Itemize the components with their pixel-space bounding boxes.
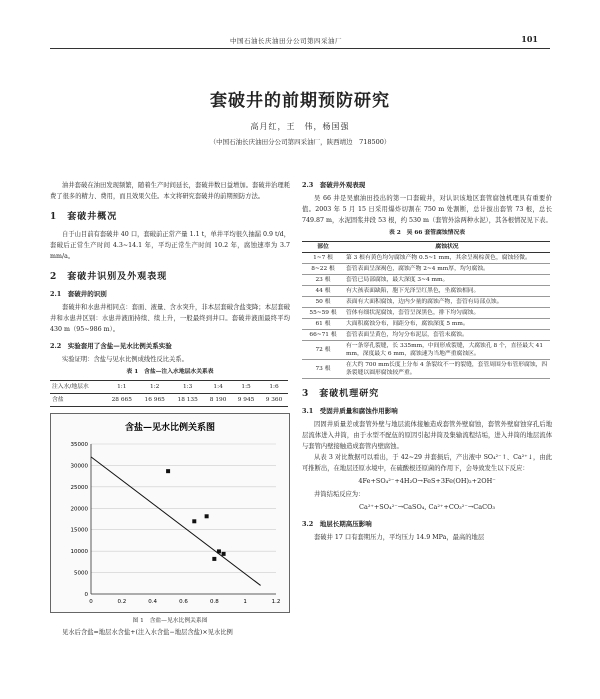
x-tick-label: 1 [243, 599, 247, 605]
table-row [302, 308, 550, 319]
y-tick-label: 10000 [70, 549, 88, 556]
left-column [50, 180, 290, 638]
table-row [302, 297, 550, 308]
figure-1-chart [50, 413, 290, 613]
section-2-heading: 2 套破井识别及外观表现 [50, 272, 168, 282]
data-point [192, 519, 196, 523]
table-row [302, 330, 550, 341]
section-3-2-heading: 3.2 地层长期高压影响 [302, 520, 372, 528]
table-2-caption: 表 2 吴 66 套管腐蚀情况表 [388, 230, 466, 236]
header-rule [50, 48, 550, 49]
trend-line [91, 457, 261, 586]
y-tick-label: 0 [84, 592, 88, 598]
y-tick-label: 30000 [70, 463, 88, 470]
section-2-2-text: 实验证明：含盐与见水比例成线性反比关系。 [62, 356, 188, 363]
section-2-1-text: 套破井和水患井相同点：套面、液量、含水突升，非本层套破含盐变降；本层套破井和水患井区别：水患井液面持续、续上升，一般最终到井口。套破井液面最终平均 430 m（95~986 m）。 [50, 304, 290, 333]
table-cell: 44 根 [302, 286, 344, 297]
table-cell: 8 190 [204, 394, 232, 407]
authors: 高月红，王 伟，杨国强 [250, 122, 350, 131]
x-tick-label: 0.2 [117, 599, 127, 605]
section-2-1-heading: 2.1 套破井的识别 [50, 290, 107, 298]
table-cell: 1:5 [232, 381, 260, 394]
table-cell: 18 135 [171, 394, 204, 407]
table-cell: 50 根 [302, 297, 344, 308]
section-1-text: 自于山目前有套破井 40 口，套破前正常产量 1.1 t，单井平均很久抽漏 0.9 t/d，套破后正常生产时间 4.3~14.1 年，平均正常生产时间 10.2 年，腐蚀速率为 3.7 mm/a。 [50, 231, 290, 260]
table-1 [50, 380, 288, 407]
table-cell: 72 根 [302, 341, 344, 360]
table-header-row [302, 242, 550, 253]
table-row [302, 264, 550, 275]
table-row [302, 275, 550, 286]
table-cell: 1:1 [105, 381, 138, 394]
table-cell: 8~22 根 [302, 264, 344, 275]
journal-name: 中国石油长庆油田分公司第四采油厂 [230, 37, 342, 45]
y-tick-label: 20000 [70, 506, 88, 513]
right-column [302, 180, 552, 543]
data-point [212, 557, 216, 561]
formula-text: 见水后含盐=地层水含盐+(注入水含盐−地层含盐)×见水比例 [62, 629, 233, 636]
section-2-3-text: 吴 66 井是吴旗油田投出的第一口套破井，对认识该地区套管腐蚀机理具有重要价值。2003 年 5 月 15 日采用爆炸切割在 750 m 处割断，总计拔出套管 73 根，总长 749.87 m，水泥固浆井段 53 根，约 530 m（套管外涂两种水泥），其各根情况见下表。 [302, 195, 552, 224]
table-cell: 9 945 [232, 394, 260, 407]
x-tick-label: 1.2 [271, 599, 281, 605]
running-header [0, 34, 600, 48]
table-header-cell: 部位 [302, 242, 344, 253]
section-2-2-heading: 2.2 实验套用了含盐—见水比例关系实验 [50, 342, 172, 350]
data-point [205, 514, 209, 518]
y-tick-label: 25000 [70, 484, 88, 491]
table-cell: 大面积腐蚀分布，间距分布，腐蚀深度 5 mm。 [344, 319, 550, 330]
table-cell: 有大孩表面缺陷，胞下光泽呈红黑色，坐腐蚀相同。 [344, 286, 550, 297]
chart-svg [51, 414, 289, 612]
table-header-cell: 腐蚀状况 [344, 242, 550, 253]
table-cell: 1:3 [171, 381, 204, 394]
table-cell: 61 根 [302, 319, 344, 330]
table-row [302, 341, 550, 360]
table-cell: 含盐 [50, 394, 105, 407]
page-number: 101 [521, 34, 538, 44]
equation-2: Ca²⁺+SO₄²⁻→CaSO₄, Ca²⁺+CO₃²⁻→CaCO₃ [358, 503, 496, 511]
table-cell: 在大约 700 mm长度上分布 4 条裂纹不一的裂缝，套管周围分布管形腐蚀，四条裂缝以圆形腐蚀较严重。 [344, 360, 550, 379]
section-3-1-text: 因固井质量差或套管外壁与地层流体接触造成套管外壁腐蚀，套管外壁腐蚀穿孔后地层流体进入井筒，由于水型不配伍的原因引起井筒及集输流程结垢，进入井筒的地层流体与套管内壁接触造成套管内壁腐蚀。 [302, 421, 552, 450]
chart-title: 含盐—见水比例关系图 [124, 423, 216, 433]
y-tick-label: 35000 [70, 442, 88, 448]
affiliation: （中国石油长庆油田分公司第四采油厂，陕西靖边 718500） [209, 138, 391, 146]
section-1-heading: 1 套破井概况 [50, 212, 118, 222]
table-1-caption: 表 1 含盐—注入水地层水关系表 [126, 369, 214, 375]
section-3-1-heading: 3.1 受固井质量和腐蚀作用影响 [302, 407, 398, 415]
table-cell: 73 根 [302, 360, 344, 379]
data-point [217, 549, 221, 553]
table-row [302, 319, 550, 330]
table-cell: 套管表面呈黄色，均匀分布泥层，套管未腐蚀。 [344, 330, 550, 341]
table-cell: 1:2 [138, 381, 171, 394]
table-cell: 16 965 [138, 394, 171, 407]
table-cell: 注入水/地层水 [50, 381, 105, 394]
abstract: 油井套破在油田发现频繁，随着生产时间延长，套破井数日益增加。套破井治理耗费了很多的精力、费用，而且效果欠佳。本文将研究套破井的前期预防方法。 [50, 182, 290, 200]
paper-title: 套破井的前期预防研究 [210, 91, 390, 111]
x-tick-label: 0.8 [209, 599, 219, 605]
table-cell: 套管已局部腐蚀，最大深度 3~4 mm。 [344, 275, 550, 286]
table-cell: 28 665 [105, 394, 138, 407]
table-cell: 1:4 [204, 381, 232, 394]
table-2 [302, 241, 550, 379]
data-point [222, 552, 226, 556]
y-tick-label: 15000 [70, 527, 88, 534]
table-cell: 9 360 [260, 394, 288, 407]
equation-1: 4Fe+SO₄²⁻+4H₂O→FeS+3Fe(OH)₂+2OH⁻ [358, 477, 496, 485]
section-3-heading: 3 套破机理研究 [302, 389, 380, 399]
table-row [302, 360, 550, 379]
section-3-2-text: 套破井 17 口有套期压力，平均压力 14.9 MPa，最高的地层 [314, 534, 485, 541]
table-row [50, 394, 288, 407]
table-cell: 66~71 根 [302, 330, 344, 341]
table-cell: 第 3 根有黄色均匀腐蚀产物 0.5~1 mm，其余呈褐棕黄色，腐蚀轻微。 [344, 253, 550, 264]
table-cell: 管体有细状泥腐蚀，套管呈深黑色，排下均匀腐蚀。 [344, 308, 550, 319]
table-row [302, 286, 550, 297]
data-point [166, 469, 170, 473]
x-tick-label: 0.4 [148, 599, 158, 605]
table-cell: 1~7 根 [302, 253, 344, 264]
table-cell: 23 根 [302, 275, 344, 286]
table-cell: 表面有大面积腐蚀，边内少量的腐蚀产物，套管有局部点蚀。 [344, 297, 550, 308]
x-tick-label: 0 [89, 599, 93, 605]
section-2-3-heading: 2.3 套破井外观表现 [302, 181, 366, 189]
table-row [302, 253, 550, 264]
table-cell: 1:6 [260, 381, 288, 394]
table-cell: 套管表面呈深褐色，腐蚀产物 2~4 mm厚，均匀腐蚀。 [344, 264, 550, 275]
table-row [50, 381, 288, 394]
y-tick-label: 5000 [74, 570, 88, 577]
table-cell: 55~59 根 [302, 308, 344, 319]
x-tick-label: 0.6 [179, 599, 188, 605]
section-3-1-text-2: 从表 3 对比数据可以看出，于 42~29 井套损后，产出液中 SO₄²⁻↑、Ca²⁺↓，由此可推断出，在地层还原水境中，在硫酸根还原菌的作用下，会导致发生以下反应： [302, 454, 552, 472]
figure-1-caption: 图 1 含盐—见水比例关系图 [132, 618, 208, 624]
table-cell: 有一条穿孔裂缝，长 335mm，中间形成裂缝，大腐蚀孔 8 个，直径最大 41 mm，深度最大 6 mm，腐蚀速为当地严重腐蚀区。 [344, 341, 550, 360]
section-3-1-text-3: 井筒结垢反应为： [314, 491, 365, 498]
